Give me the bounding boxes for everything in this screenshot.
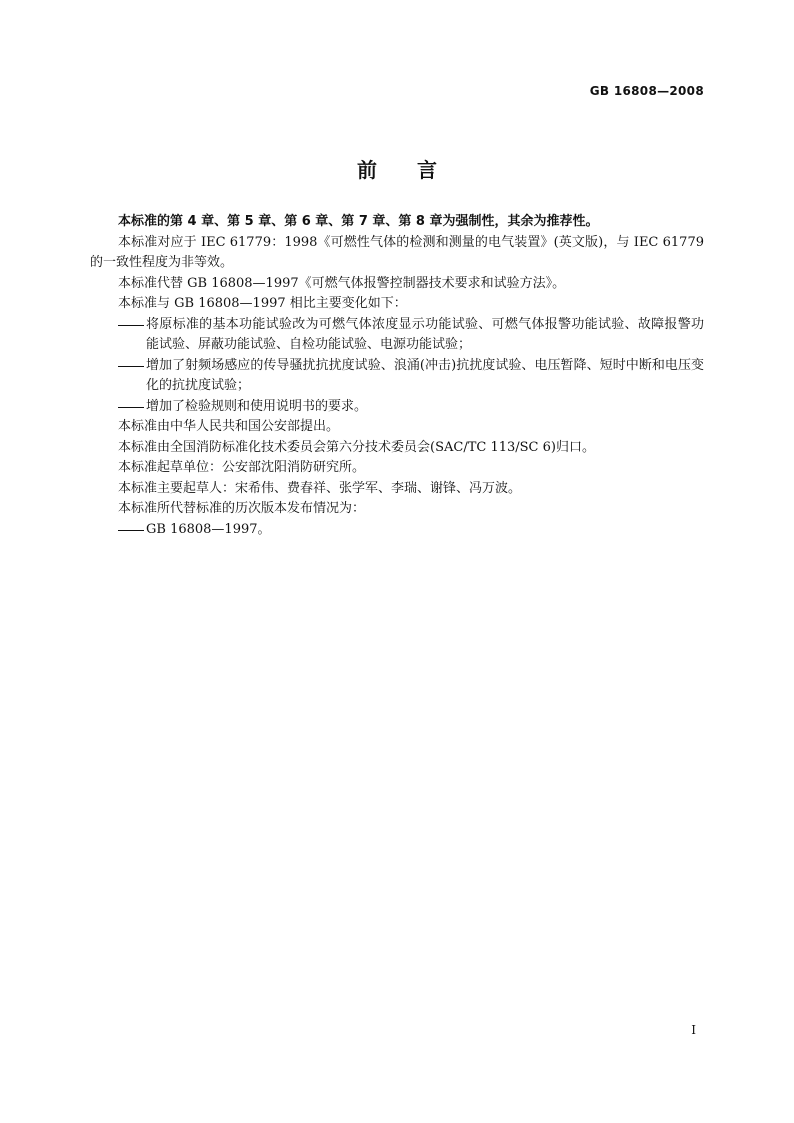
change-list-item (90, 356, 704, 397)
foreword-body (90, 212, 704, 540)
page-number: I (691, 1023, 696, 1037)
drafters-statement: 本标准主要起草人：宋希伟、费春祥、张学军、李瑞、谢锋、冯万波。 (118, 480, 522, 496)
history-item-text: GB 16808—1997。 (146, 521, 271, 537)
change-list-item (90, 315, 704, 356)
proposer-statement: 本标准由中华人民共和国公安部提出。 (118, 419, 340, 434)
history-intro: 本标准所代替标准的历次版本发布情况为： (118, 501, 366, 516)
correspondence-statement: 本标准对应于 IEC 61779：1998《可燃性气体的检测和测量的电气装置》(英文版)，与 IEC 61779 的一致性程度为非等效。 (90, 234, 704, 270)
mandatory-clause-statement: 本标准的第 4 章、第 5 章、第 6 章、第 7 章、第 8 章为强制性，其余为推荐性。 (118, 214, 599, 229)
change-item-text: 将原标准的基本功能试验改为可燃气体浓度显示功能试验、可燃气体报警功能试验、故障报警功能试验、屏蔽功能试验、自检功能试验、电源功能试验； (146, 316, 704, 352)
page-title (0, 154, 794, 183)
changes-intro: 本标准与 GB 16808—1997 相比主要变化如下： (118, 296, 407, 311)
history-list-item (90, 520, 704, 541)
drafting-unit-statement: 本标准起草单位：公安部沈阳消防研究所。 (118, 460, 366, 475)
technical-committee-statement: 本标准由全国消防标准化技术委员会第六分技术委员会(SAC/TC 113/SC 6)归口。 (118, 439, 595, 455)
title-char-1: 前 (357, 158, 377, 182)
change-item-text: 增加了射频场感应的传导骚扰抗扰度试验、浪涌(冲击)抗扰度试验、电压暂降、短时中断和电压变化的抗扰度试验； (146, 357, 704, 393)
change-item-text: 增加了检验规则和使用说明书的要求。 (146, 398, 368, 414)
standard-code-header: GB 16808—2008 (589, 84, 704, 98)
title-char-2: 言 (417, 158, 437, 182)
replacement-statement: 本标准代替 GB 16808—1997《可燃气体报警控制器技术要求和试验方法》。 (118, 275, 566, 291)
change-list-item (90, 397, 704, 418)
